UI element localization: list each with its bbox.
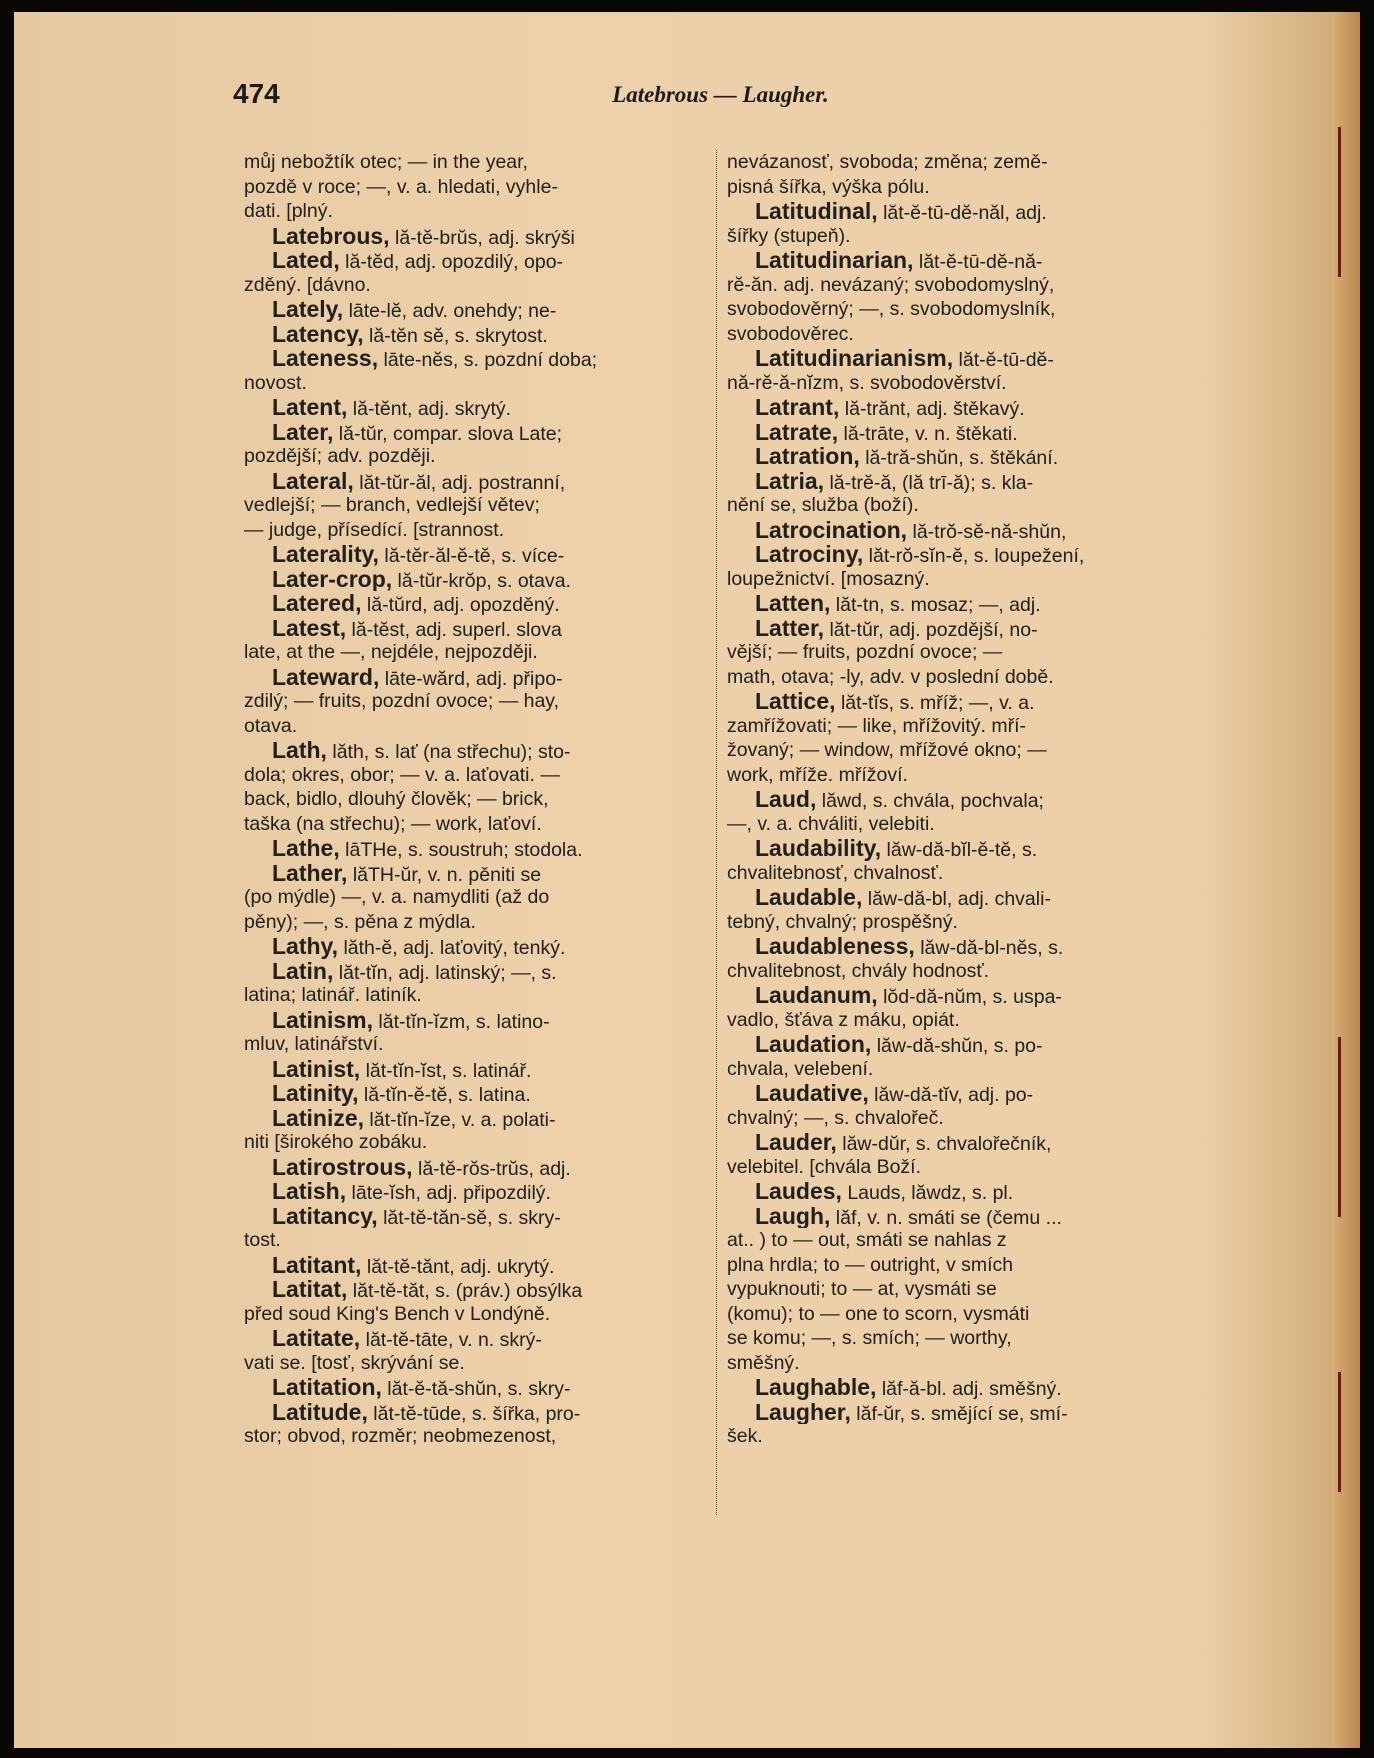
definition-text: můj nebožtík otec; — in the year, [244, 151, 528, 173]
headword: Laudable, [755, 885, 863, 910]
dictionary-line [727, 1375, 1197, 1400]
dictionary-line [727, 444, 1197, 469]
running-head: Latebrous — Laugher. [612, 82, 829, 107]
definition-text: lāte-ĭsh, adj. připozdilý. [346, 1182, 551, 1204]
headword: Lathe, [272, 836, 340, 861]
headword: Laudanum, [755, 983, 878, 1008]
dictionary-line [727, 934, 1197, 959]
headword: Latitant, [272, 1252, 362, 1277]
definition-text: lă-tĭn-ĕ-tĕ, s. latina. [358, 1084, 531, 1106]
definition-text: rĕ-ăn. adj. nevázaný; svobodomyslný, [727, 273, 1055, 296]
dictionary-line [727, 567, 1197, 592]
headword: Lated, [272, 248, 340, 273]
dictionary-line [727, 371, 1197, 396]
definition-text: lăw-dă-shŭn, s. po- [871, 1035, 1043, 1057]
dictionary-line [727, 1302, 1197, 1327]
headword: Latin, [272, 958, 334, 983]
definition-text: (komu); to — one to scorn, vysmáti [727, 1302, 1030, 1325]
dictionary-line [727, 836, 1197, 861]
dictionary-line [727, 395, 1197, 420]
definition-text: lăt-ĕ-tū-dĕ-năl, adj. [877, 202, 1047, 224]
definition-text: lăt-tĭn-ĭzm, s. latino- [372, 1010, 550, 1032]
definition-text: back, bidlo, dlouhý člověk; — brick, [244, 788, 549, 810]
definition-text: pozdější; adv. později. [244, 445, 436, 467]
headword: Latinize, [272, 1105, 365, 1130]
dictionary-line [244, 861, 714, 886]
headword: Laudes, [755, 1179, 842, 1204]
dictionary-line [727, 469, 1197, 494]
definition-text: lăt-ĕ-tū-dĕ-nă- [913, 251, 1043, 273]
headword: Laugh, [755, 1203, 831, 1228]
definition-text: lăw-dŭr, s. chvalořečník, [836, 1133, 1052, 1155]
definition-text: lāte-nĕs, s. pozdní doba; [378, 349, 598, 371]
dictionary-line [244, 542, 714, 567]
definition-text: lăwd, s. chvála, pochvala; [816, 790, 1044, 812]
headword: Laudableness, [755, 934, 915, 959]
definition-text: dola; okres, obor; — v. a. laťovati. — [244, 763, 560, 786]
definition-text: tost. [244, 1229, 281, 1251]
dictionary-line [244, 1081, 714, 1106]
dictionary-line [244, 1155, 714, 1180]
definition-text: svobodověrec. [727, 322, 854, 345]
definition-text: lăt-tĭn-ĭst, s. latinář. [360, 1059, 532, 1081]
headword: Latter, [755, 615, 825, 640]
dictionary-line [727, 738, 1197, 763]
definition-text: pisná šířka, výška pólu. [727, 175, 930, 198]
headword: Latitancy, [272, 1203, 378, 1228]
dictionary-line [244, 1302, 714, 1327]
definition-text: lāte-lĕ, adv. onehdy; ne- [343, 300, 557, 322]
definition-text: lăTH-ŭr, v. n. pěniti se [347, 863, 542, 885]
dictionary-line [244, 248, 714, 273]
definition-text: vypuknouti; to — at, vysmáti se [727, 1278, 997, 1300]
definition-text: lăw-dă-bĭl-ĕ-tĕ, s. [881, 839, 1038, 861]
definition-text: work, mříže. mřížoví. [727, 763, 908, 786]
definition-text: lăw-dă-tĭv, adj. po- [868, 1084, 1034, 1106]
definition-text: nevázanosť, svoboda; změna; země- [727, 151, 1048, 173]
definition-text: lă-tŭr-krŏp, s. otava. [392, 569, 571, 591]
definition-text: math, otava; -ly, adv. v poslední době. [727, 665, 1054, 688]
dictionary-line [727, 616, 1197, 641]
dictionary-line [244, 836, 714, 861]
dictionary-line [244, 763, 714, 788]
headword: Latitat, [272, 1277, 348, 1302]
dictionary-line [244, 812, 714, 837]
definition-text: lă-tŭrd, adj. opozděný. [361, 594, 560, 616]
definition-text: lāte-wărd, adj. připo- [379, 667, 563, 689]
definition-text: chvalný; —, s. chvalořeč. [727, 1106, 944, 1129]
headword: Latest, [272, 615, 347, 640]
definition-text: lă-tŭr, compar. slova Late; [333, 422, 563, 444]
page-number: 474 [233, 78, 280, 109]
dictionary-line [727, 297, 1197, 322]
dictionary-line [727, 885, 1197, 910]
definition-text: (po mýdle) —, v. a. namydliti (až do [244, 886, 550, 908]
dictionary-line [244, 518, 714, 543]
dictionary-line [244, 175, 714, 200]
dictionary-line [727, 591, 1197, 616]
headword: Latinity, [272, 1081, 359, 1106]
definition-text: lăt-tĕ-tūde, s. šířka, pro- [367, 1402, 581, 1424]
headword: Later-crop, [272, 566, 393, 591]
dictionary-line [727, 640, 1197, 665]
dictionary-line [727, 1081, 1197, 1106]
definition-text: lă-trĕ-ă, (lă trī-ă); s. kla- [824, 471, 1034, 493]
dictionary-line [727, 1204, 1197, 1229]
definition-text: tebný, chvalný; prospěšný. [727, 910, 958, 933]
dictionary-line [244, 1326, 714, 1351]
definition-text: stor; obvod, rozměr; neobmezenost, [244, 1425, 557, 1447]
dictionary-line [244, 273, 714, 298]
dictionary-line [727, 542, 1197, 567]
dictionary-line [244, 689, 714, 714]
dictionary-line [244, 1424, 714, 1449]
dictionary-line [727, 910, 1197, 935]
definition-text: před soud King's Bench v Londýně. [244, 1302, 551, 1325]
definition-text: šek. [727, 1425, 763, 1447]
dictionary-line [727, 787, 1197, 812]
headword: Latered, [272, 591, 362, 616]
headword: Latitation, [272, 1375, 382, 1400]
definition-text: niti [širokého zobáku. [244, 1131, 428, 1153]
headword: Later, [272, 419, 334, 444]
dictionary-line [244, 1277, 714, 1302]
definition-text: lŏd-dă-nŭm, s. uspa- [877, 986, 1062, 1008]
definition-text: lăt-tĕ-tăt, s. (práv.) obsýlka [347, 1280, 583, 1302]
headword: Latish, [272, 1179, 347, 1204]
headword: Laugher, [755, 1399, 851, 1424]
definition-text: lăf-ă-bl. adj. směšný. [876, 1378, 1062, 1400]
dictionary-line [244, 885, 714, 910]
definition-text: at.. ) to — out, smáti se nahlas z [727, 1229, 1007, 1251]
headword: Latrociny, [755, 542, 864, 567]
dictionary-line [244, 395, 714, 420]
definition-text: novost. [244, 371, 307, 394]
headword: Latration, [755, 444, 860, 469]
dictionary-line [727, 1424, 1197, 1449]
headword: Lateness, [272, 346, 379, 371]
dictionary-line [244, 199, 714, 224]
definition-text: lăt-tn, s. mosaz; —, adj. [830, 594, 1041, 616]
dictionary-line [727, 224, 1197, 249]
headword: Latency, [272, 321, 364, 346]
definition-text: lăf-ŭr, s. smějící se, smí- [850, 1402, 1068, 1424]
definition-text: pěny); —, s. pěna z mýdla. [244, 910, 476, 933]
dictionary-line [244, 640, 714, 665]
dictionary-line [727, 175, 1197, 200]
definition-text: otava. [244, 714, 298, 737]
dictionary-line [727, 346, 1197, 371]
margin-mark [1338, 127, 1341, 277]
definition-text: Lauds, lăwdz, s. pl. [841, 1182, 1014, 1204]
dictionary-line [727, 1130, 1197, 1155]
headword: Latitude, [272, 1399, 368, 1424]
headword: Latinism, [272, 1007, 373, 1032]
dictionary-line [727, 1228, 1197, 1253]
definition-text: chvalitebnosť, chvalnosť. [727, 861, 944, 884]
headword: Lather, [272, 860, 348, 885]
dictionary-line [244, 616, 714, 641]
dictionary-line [727, 1326, 1197, 1351]
definition-text: se komu; —, s. smích; — worthy, [727, 1327, 1012, 1349]
dictionary-line [244, 567, 714, 592]
definition-text: late, at the —, nejdéle, nejpozději. [244, 641, 538, 663]
dictionary-line [727, 1008, 1197, 1033]
definition-text: lăt-tĭs, s. mříž; —, v. a. [835, 692, 1035, 714]
dictionary-line [727, 150, 1197, 175]
definition-text: lăt-tĭn, adj. latinský; —, s. [333, 961, 557, 983]
dictionary-line [244, 444, 714, 469]
definition-text: lăt-tŭr-ăl, adj. postranní, [353, 471, 566, 493]
dictionary-line [727, 689, 1197, 714]
definition-text: mluv, latinářství. [244, 1033, 384, 1055]
definition-text: zdilý; — fruits, pozdní ovoce; — hay, [244, 690, 560, 712]
dictionary-line [727, 1351, 1197, 1376]
headword: Lath, [272, 738, 327, 763]
headword: Lauder, [755, 1130, 837, 1155]
definition-text: lăth, s. lať (na střechu); sto- [326, 741, 571, 763]
definition-text: vati se. [tosť, skrývání se. [244, 1351, 465, 1374]
definition-text: lăt-tĭn-ĭze, v. a. polati- [364, 1108, 556, 1130]
headword: Latebrous, [272, 223, 390, 248]
definition-text: lăt-tĕ-tănt, adj. ukrytý. [361, 1255, 555, 1277]
dictionary-line [244, 150, 714, 175]
dictionary-line [727, 665, 1197, 690]
definition-text: nă-rĕ-ă-nĭzm, s. svobodověrství. [727, 371, 1007, 394]
definition-text: lăth-ĕ, adj. laťovitý, tenký. [338, 937, 566, 959]
dictionary-line [244, 346, 714, 371]
headword: Lattice, [755, 689, 836, 714]
headword: Latrant, [755, 395, 840, 420]
definition-text: lă-trănt, adj. štěkavý. [839, 398, 1025, 420]
definition-text: lă-tĕnt, adj. skrytý. [347, 398, 512, 420]
definition-text: lāTHe, s. soustruh; stodola. [339, 839, 583, 861]
definition-text: loupežnictví. [mosazný. [727, 567, 930, 590]
definition-text: lă-tĕn sĕ, s. skrytost. [363, 324, 548, 346]
dictionary-line [727, 1277, 1197, 1302]
dictionary-line [244, 469, 714, 494]
dictionary-line [244, 910, 714, 935]
definition-text: vedlejší; — branch, vedlejší větev; [244, 494, 540, 516]
dictionary-line [727, 1400, 1197, 1425]
dictionary-line [244, 322, 714, 347]
definition-text: lăt-tĕ-tāte, v. n. skrý- [360, 1329, 542, 1351]
dictionary-line [244, 1375, 714, 1400]
definition-text: zděný. [dávno. [244, 273, 371, 296]
definition-text: lă-tĕ-rŏs-trŭs, adj. [412, 1157, 571, 1179]
definition-text: lăt-ĕ-tū-dĕ- [953, 349, 1054, 371]
definition-text: velebitel. [chvála Boží. [727, 1155, 922, 1178]
headword: Latrocination, [755, 517, 908, 542]
dictionary-line [244, 1057, 714, 1082]
headword: Latent, [272, 395, 348, 420]
definition-text: šířky (stupeň). [727, 224, 851, 247]
headword: Laud, [755, 787, 817, 812]
right-column [727, 150, 1197, 1449]
dictionary-line [244, 714, 714, 739]
definition-text: lăw-dă-bl, adj. chvali- [862, 888, 1051, 910]
dictionary-line [727, 1032, 1197, 1057]
dictionary-line [244, 1008, 714, 1033]
dictionary-line [244, 934, 714, 959]
dictionary-line [727, 493, 1197, 518]
dictionary-line [244, 1400, 714, 1425]
dictionary-line [244, 591, 714, 616]
headword: Laudation, [755, 1032, 872, 1057]
definition-text: — judge, přísedící. [strannost. [244, 518, 505, 541]
definition-text: lăt-tŭr, adj. pozdější, no- [824, 618, 1038, 640]
page-edge-shadow [1332, 12, 1360, 1748]
definition-text: lă-tĕst, adj. superl. slova [346, 618, 562, 640]
definition-text: svobodověrný; —, s. svobodomyslník, [727, 298, 1056, 320]
definition-text: lă-tĕd, adj. opozdilý, opo- [339, 251, 564, 273]
dictionary-line [244, 1228, 714, 1253]
definition-text: —, v. a. chváliti, velebiti. [727, 812, 935, 835]
definition-text: lăt-ĕ-tă-shŭn, s. skry- [381, 1378, 571, 1400]
dictionary-line [244, 1253, 714, 1278]
dictionary-line [727, 714, 1197, 739]
headword: Latten, [755, 591, 831, 616]
dictionary-line [727, 763, 1197, 788]
dictionary-line [727, 1106, 1197, 1131]
headword: Laudative, [755, 1081, 869, 1106]
definition-text: chvala, velebení. [727, 1057, 874, 1080]
dictionary-line [727, 983, 1197, 1008]
definition-text: zamřížovati; — like, mřížovitý. mří- [727, 714, 1027, 737]
headword: Latrate, [755, 419, 839, 444]
headword: Laughable, [755, 1375, 877, 1400]
headword: Laterality, [272, 542, 379, 567]
definition-text: lă-trŏ-sĕ-nă-shŭn, [907, 520, 1067, 542]
headword: Latitudinarian, [755, 248, 914, 273]
margin-mark [1338, 1372, 1341, 1492]
dictionary-line [244, 983, 714, 1008]
headword: Lateward, [272, 664, 380, 689]
dictionary-line [244, 959, 714, 984]
dictionary-line [244, 420, 714, 445]
definition-text: lăt-tĕ-tăn-sĕ, s. skry- [377, 1206, 561, 1228]
dictionary-line [727, 1253, 1197, 1278]
page-header [233, 78, 1208, 118]
dictionary-line [244, 1204, 714, 1229]
definition-text: směšný. [727, 1351, 800, 1374]
dictionary-line [727, 1179, 1197, 1204]
dictionary-line [727, 1057, 1197, 1082]
dictionary-line [727, 959, 1197, 984]
definition-text: lă-tĕr-ăl-ĕ-tĕ, s. více- [378, 545, 565, 567]
dictionary-line [727, 273, 1197, 298]
dictionary-line [727, 248, 1197, 273]
headword: Latitudinal, [755, 199, 878, 224]
dictionary-line [244, 1130, 714, 1155]
definition-text: lăt-rŏ-sĭn-ĕ, s. loupežení, [863, 545, 1085, 567]
definition-text: lă-tră-shŭn, s. štěkání. [859, 447, 1059, 469]
dictionary-line [727, 1155, 1197, 1180]
dictionary-line [244, 493, 714, 518]
headword: Lateral, [272, 468, 354, 493]
dictionary-line [244, 224, 714, 249]
definition-text: vadlo, šťáva z máku, opiát. [727, 1008, 960, 1031]
headword: Latria, [755, 468, 825, 493]
dictionary-line [244, 787, 714, 812]
definition-text: lă-trāte, v. n. štěkati. [838, 422, 1018, 444]
headword: Laudability, [755, 836, 882, 861]
dictionary-line [244, 1032, 714, 1057]
definition-text: latina; latinář. latiník. [244, 984, 422, 1006]
definition-text: vější; — fruits, pozdní ovoce; — [727, 641, 1003, 663]
definition-text: lăf, v. n. smáti se (čemu ... [830, 1206, 1062, 1228]
headword: Latitate, [272, 1326, 361, 1351]
headword: Latinist, [272, 1056, 361, 1081]
left-column [244, 150, 714, 1449]
headword: Lately, [272, 297, 344, 322]
margin-mark [1338, 1037, 1341, 1217]
headword: Latitudinarianism, [755, 346, 954, 371]
definition-text: pozdě v roce; —, v. a. hledati, vyhle- [244, 175, 558, 198]
dictionary-line [244, 371, 714, 396]
dictionary-line [244, 1179, 714, 1204]
dictionary-line [727, 420, 1197, 445]
definition-text: taška (na střechu); — work, laťoví. [244, 812, 542, 835]
dictionary-line [244, 1106, 714, 1131]
definition-text: dati. [plný. [244, 200, 333, 222]
dictionary-line [727, 199, 1197, 224]
dictionary-line [727, 322, 1197, 347]
dictionary-line [244, 665, 714, 690]
dictionary-line [244, 1351, 714, 1376]
dictionary-line [244, 297, 714, 322]
definition-text: lă-tĕ-brŭs, adj. skrýši [389, 226, 575, 248]
definition-text: chvalitebnost, chvály hodnosť. [727, 959, 990, 982]
dictionary-line [244, 738, 714, 763]
definition-text: nění se, služba (boží). [727, 494, 919, 516]
dictionary-line [727, 861, 1197, 886]
definition-text: lăw-dă-bl-nĕs, s. [914, 937, 1064, 959]
column-divider [716, 150, 717, 1515]
headword: Latirostrous, [272, 1154, 413, 1179]
dictionary-line [727, 812, 1197, 837]
definition-text: plna hrdla; to — outright, v smích [727, 1253, 1014, 1276]
dictionary-line [727, 518, 1197, 543]
headword: Lathy, [272, 934, 339, 959]
definition-text: žovaný; — window, mřížové okno; — [727, 739, 1047, 761]
